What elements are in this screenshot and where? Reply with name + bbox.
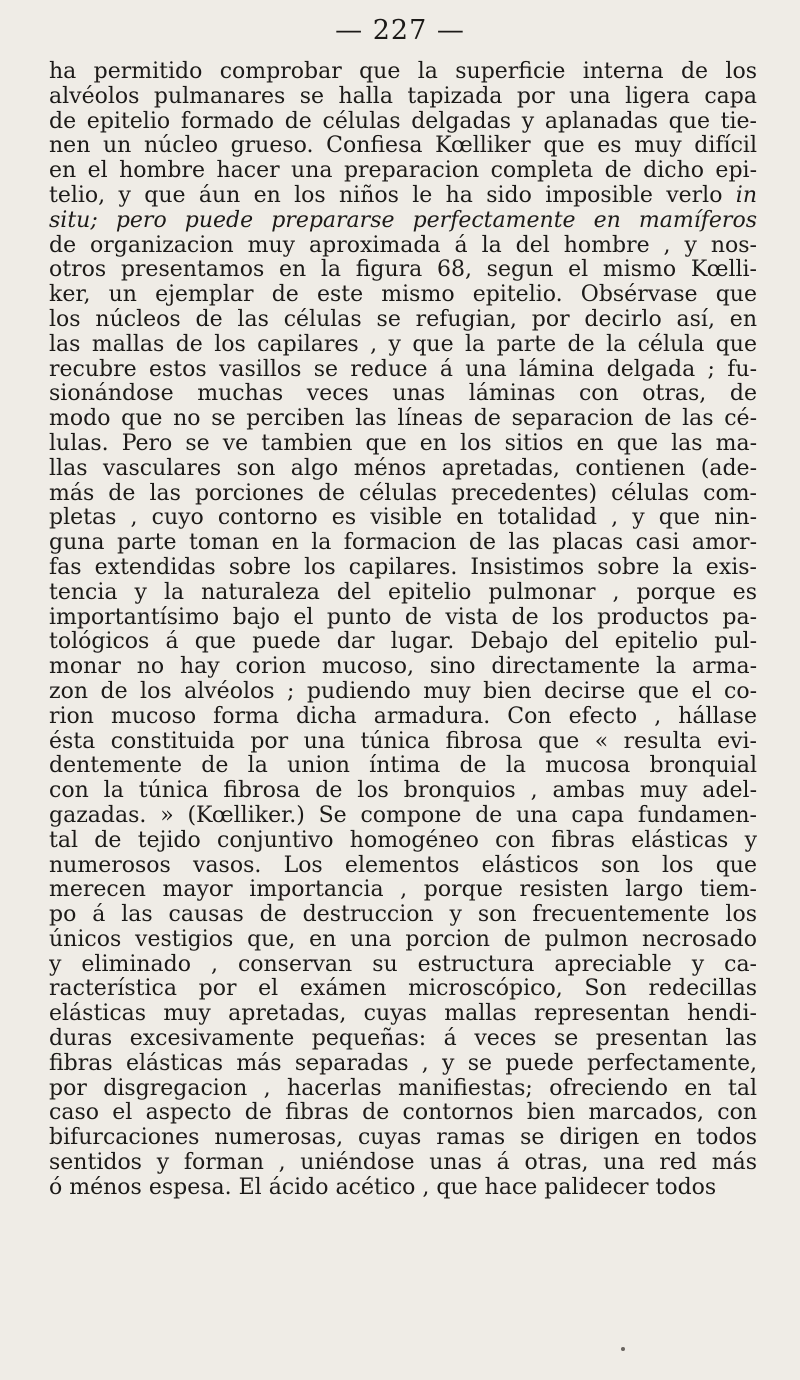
text-line: recubre estos vasillos se reduce á una lámina delgada ; fu- — [49, 357, 757, 382]
text-line: únicos vestigios que, en una porcion de pulmon necrosado — [49, 927, 757, 952]
text-line: nen un núcleo grueso. Confiesa Kœlliker que es muy difícil — [49, 134, 757, 159]
text-line: bifurcaciones numerosas, cuyas ramas se dirigen en todos — [49, 1126, 757, 1151]
text-line — [49, 209, 757, 234]
text-line: tológicos á que puede dar lugar. Debajo del epitelio pul- — [49, 630, 757, 655]
text-line: duras excesivamente pequeñas: á veces se presentan las — [49, 1027, 757, 1052]
text-line: guna parte toman en la formacion de las placas casi amor- — [49, 531, 757, 556]
text-line: racterística por el exámen microscópico, Son redecillas — [49, 977, 757, 1002]
text-line: importantísimo bajo el punto de vista de los productos pa- — [49, 605, 757, 630]
text-line: las mallas de los capilares , y que la parte de la célula que — [49, 332, 757, 357]
text-line: alvéolos pulmanares se halla tapizada por una ligera capa — [49, 84, 757, 109]
text-line: de organizacion muy aproximada á la del hombre , y nos- — [49, 233, 757, 258]
text-line: por disgregacion , hacerlas manifiestas; ofreciendo en tal — [49, 1076, 757, 1101]
text-line: los núcleos de las células se refugian, por decirlo así, en — [49, 307, 757, 332]
text-line: con la túnica fibrosa de los bronquios , ambas muy adel- — [49, 779, 757, 804]
italic-term: in — [735, 183, 757, 208]
text-line: en el hombre hacer una preparacion completa de dicho epi- — [49, 159, 757, 184]
text-line: dentemente de la union íntima de la mucosa bronquial — [49, 754, 757, 779]
text-line: po á las causas de destruccion y son frecuentemente los — [49, 903, 757, 928]
text-line: gazadas. » (Kœlliker.) Se compone de una capa fundamen- — [49, 803, 757, 828]
text-line: ker, un ejemplar de este mismo epitelio. Obsérvase que — [49, 283, 757, 308]
text-line: caso el aspecto de fibras de contornos bien marcados, con — [49, 1101, 757, 1126]
text-line: tal de tejido conjuntivo homogéneo con fibras elásticas y — [49, 828, 757, 853]
text-line: más de las porciones de células precedentes) células com- — [49, 481, 757, 506]
ink-speck — [621, 1347, 625, 1351]
text-line: rion mucoso forma dicha armadura. Con efecto , hállase — [49, 704, 757, 729]
text-line: llas vasculares son algo ménos apretadas, contienen (ade- — [49, 456, 757, 481]
text-line: elásticas muy apretadas, cuyas mallas representan hendi- — [49, 1002, 757, 1027]
text-line: y eliminado , conservan su estructura apreciable y ca- — [49, 952, 757, 977]
text-line: sionándose muchas veces unas láminas con otras, de — [49, 382, 757, 407]
text-line: ó ménos espesa. El ácido acético , que hace palidecer todos — [49, 1175, 717, 1200]
italic-term: situ; pero puede prepararse perfectamente en mamíferos — [49, 208, 757, 233]
text-line: numerosos vasos. Los elementos elásticos son los que — [49, 853, 757, 878]
text-line: pletas , cuyo contorno es visible en totalidad , y que nin- — [49, 506, 757, 531]
text-line: lulas. Pero se ve tambien que en los sitios en que las ma- — [49, 431, 757, 456]
body-text — [49, 60, 757, 1201]
text-line — [49, 184, 757, 209]
text-line: tencia y la naturaleza del epitelio pulmonar , porque es — [49, 580, 757, 605]
page-number: — 227 — — [335, 15, 465, 46]
text-line: ha permitido comprobar que la superficie interna de los — [49, 60, 757, 84]
text-line: fibras elásticas más separadas , y se puede perfectamente, — [49, 1051, 757, 1076]
text-line: ésta constituida por una túnica fibrosa que « resulta evi- — [49, 729, 757, 754]
text-line-part: telio, y que áun en los niños le ha sido imposible verlo — [49, 183, 736, 208]
text-line: zon de los alvéolos ; pudiendo muy bien decirse que el co- — [49, 679, 757, 704]
text-line: de epitelio formado de células delgadas y aplanadas que tie- — [49, 109, 757, 134]
text-line: modo que no se perciben las líneas de separacion de las cé- — [49, 407, 757, 432]
text-line: otros presentamos en la figura 68, segun el mismo Kœlli- — [49, 258, 757, 283]
text-line: sentidos y forman , uniéndose unas á otras, una red más — [49, 1151, 757, 1176]
text-line: fas extendidas sobre los capilares. Insistimos sobre la exis- — [49, 555, 757, 580]
text-line: merecen mayor importancia , porque resisten largo tiem- — [49, 878, 757, 903]
text-line: monar no hay corion mucoso, sino directamente la arma- — [49, 655, 757, 680]
